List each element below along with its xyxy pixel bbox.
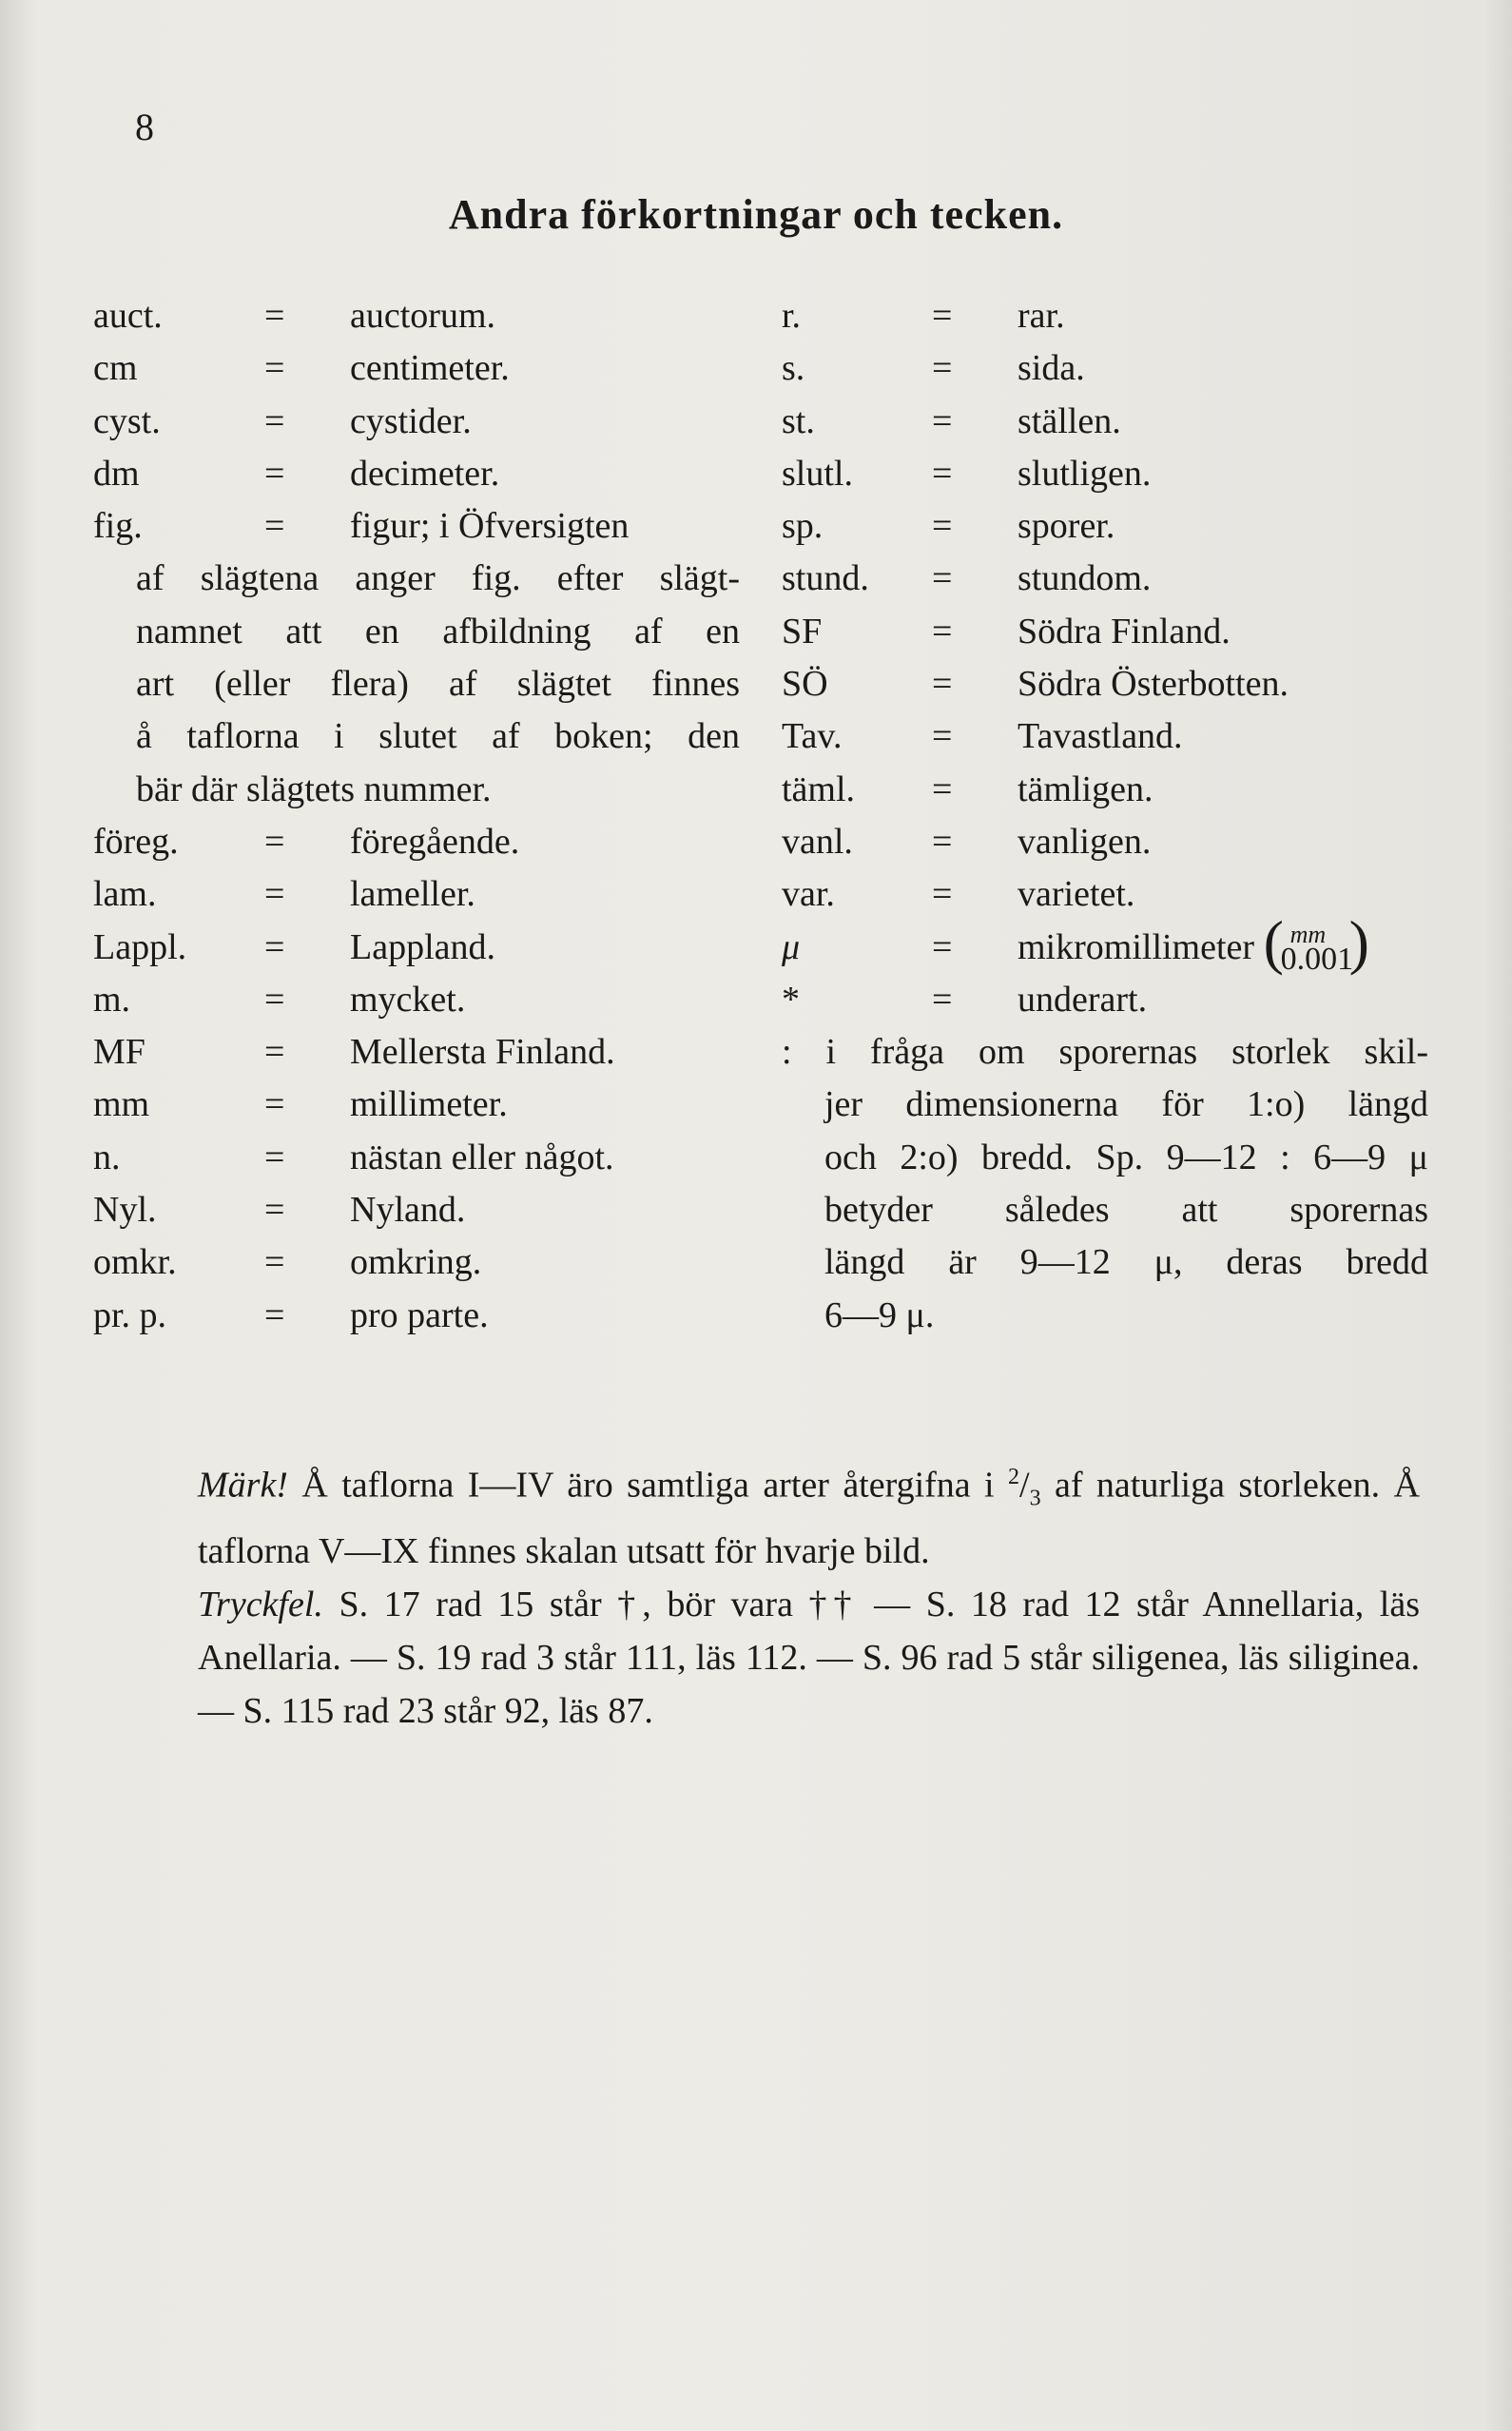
abbr-term: SÖ — [782, 664, 828, 705]
fraction-denominator: 3 — [1029, 1486, 1041, 1511]
abbr-continuation: å taflorna i slutet af boken; den — [136, 716, 740, 757]
abbr-row — [782, 500, 1428, 553]
abbr-term: s. — [782, 348, 805, 389]
abbr-meaning — [1018, 907, 1369, 977]
equals-sign: = — [932, 506, 953, 547]
equals-sign: = — [932, 716, 953, 757]
abbr-meaning: slutligen. — [1018, 453, 1152, 494]
abbr-term: Nyl. — [93, 1190, 157, 1231]
abbr-row — [93, 868, 740, 921]
equals-sign: = — [932, 296, 953, 336]
abbr-meaning: Nyland. — [350, 1190, 466, 1231]
abbr-meaning: decimeter. — [350, 453, 500, 494]
equals-sign: = — [264, 1242, 285, 1283]
abbr-meaning: nästan eller något. — [350, 1137, 614, 1177]
abbr-meaning: Tavastland. — [1018, 716, 1183, 757]
abbr-row — [93, 396, 740, 448]
abbr-term: Lappl. — [93, 926, 187, 967]
abbr-term: cm — [93, 348, 138, 389]
abbr-term: slutl. — [782, 453, 853, 494]
equals-sign: = — [932, 400, 953, 441]
abbr-term: dm — [93, 453, 140, 494]
equals-sign: = — [932, 821, 953, 862]
abbr-row — [782, 764, 1428, 816]
abbr-row — [782, 448, 1428, 500]
abbr-row — [93, 816, 740, 868]
abbr-row — [782, 710, 1428, 763]
abbr-row — [782, 816, 1428, 868]
abbr-meaning: Södra Österbotten. — [1018, 664, 1289, 705]
abbr-term: SF — [782, 611, 823, 652]
abbr-term: r. — [782, 296, 802, 336]
abbr-row — [782, 342, 1428, 395]
page-number: 8 — [135, 106, 154, 148]
mark-text-2: af naturliga storleken. Å taflorna V—IX finnes skalan utsatt för hvarje bild. — [198, 1465, 1421, 1572]
colon-explanation: : i fråga om sporernas storlek skil- — [782, 1032, 1428, 1073]
abbr-continuation: af slägtena anger fig. efter slägt- — [136, 558, 740, 599]
notes-section — [74, 1450, 1420, 1738]
abbr-row — [93, 1079, 740, 1131]
abbr-row — [782, 907, 1428, 977]
abbr-meaning: lameller. — [350, 874, 475, 915]
abbr-term: cyst. — [93, 400, 161, 441]
equals-sign: = — [264, 979, 285, 1020]
abbr-row — [782, 290, 1428, 342]
abbr-row — [782, 974, 1428, 1026]
abbr-term: μ — [782, 926, 801, 967]
abbr-meaning: centimeter. — [350, 348, 510, 389]
equals-sign: = — [264, 926, 285, 967]
errata-label: Tryckfel. — [198, 1585, 323, 1625]
equals-sign: = — [932, 979, 953, 1020]
equals-sign: = — [932, 611, 953, 652]
equals-sign: = — [264, 1137, 285, 1177]
abbr-meaning: Södra Finland. — [1018, 611, 1231, 652]
abbr-term: stund. — [782, 558, 869, 599]
abbr-continuation: betyder således att sporernas — [824, 1190, 1428, 1231]
abbreviations-left-column — [93, 290, 740, 1342]
abbr-term: Tav. — [782, 716, 843, 757]
equals-sign: = — [264, 1190, 285, 1231]
abbr-continuation: art (eller flera) af slägtet finnes — [136, 664, 740, 705]
abbr-meaning: auctorum. — [350, 296, 496, 336]
abbr-meaning: mycket. — [350, 979, 466, 1020]
abbr-meaning: vanligen. — [1018, 821, 1152, 862]
abbr-meaning: föregående. — [350, 821, 520, 862]
equals-sign: = — [932, 874, 953, 915]
abbr-term: m. — [93, 979, 131, 1020]
equals-sign: = — [264, 453, 285, 494]
abbr-term: mm — [93, 1084, 150, 1125]
abbr-meaning: tämligen. — [1018, 768, 1153, 809]
abbr-term: var. — [782, 874, 835, 915]
abbr-row — [93, 500, 740, 553]
equals-sign: = — [932, 768, 953, 809]
equals-sign: = — [264, 1294, 285, 1335]
errata-paragraph — [74, 1578, 1420, 1738]
abbr-meaning: sporer. — [1018, 506, 1115, 547]
abbr-continuation: 6—9 μ. — [824, 1294, 935, 1335]
equals-sign: = — [264, 821, 285, 862]
abbr-meaning: varietet. — [1018, 874, 1135, 915]
abbr-continuation: jer dimensionerna för 1:o) längd — [824, 1084, 1428, 1125]
equals-sign: = — [264, 296, 285, 336]
equals-sign: = — [932, 453, 953, 494]
abbr-term: n. — [93, 1137, 121, 1177]
equals-sign: = — [932, 664, 953, 705]
abbr-continuation: och 2:o) bredd. Sp. 9—12 : 6—9 μ — [824, 1137, 1428, 1177]
abbr-term: föreg. — [93, 821, 179, 862]
abbr-meaning: underart. — [1018, 979, 1148, 1020]
abbr-term: MF — [93, 1032, 145, 1073]
abbr-row — [93, 290, 740, 342]
abbr-row — [93, 1184, 740, 1236]
abbr-row — [93, 1236, 740, 1289]
abbr-meaning: omkring. — [350, 1242, 482, 1283]
fraction-numerator: 2 — [1008, 1465, 1020, 1489]
equals-sign: = — [264, 874, 285, 915]
abbr-row — [782, 396, 1428, 448]
equals-sign: = — [264, 400, 285, 441]
abbr-meaning: Mellersta Finland. — [350, 1032, 615, 1073]
abbr-meaning: stundom. — [1018, 558, 1152, 599]
equals-sign: = — [932, 926, 953, 967]
micro-label: mikromillimeter — [1018, 926, 1255, 967]
abbr-meaning: millimeter. — [350, 1084, 508, 1125]
abbr-row — [93, 448, 740, 500]
abbr-row — [782, 606, 1428, 658]
abbr-row — [93, 342, 740, 395]
abbr-term: pr. p. — [93, 1294, 167, 1335]
micro-fraction: ( mm 0.001 ) — [1264, 922, 1368, 974]
abbr-row — [782, 868, 1428, 921]
abbr-meaning: cystider. — [350, 400, 472, 441]
equals-sign: = — [264, 1084, 285, 1125]
abbr-term: vanl. — [782, 821, 853, 862]
abbr-meaning: figur; i Öfversigten — [350, 506, 630, 547]
page-title: Andra förkortningar och tecken. — [448, 191, 1064, 238]
abbr-term: omkr. — [93, 1242, 177, 1283]
abbr-continuation: namnet att en afbildning af en — [136, 611, 740, 652]
abbr-continuation: längd är 9—12 μ, deras bredd — [824, 1242, 1428, 1283]
abbr-term: lam. — [93, 874, 157, 915]
fraction-denominator: 0.001 — [1280, 941, 1354, 977]
abbr-term: fig. — [93, 506, 143, 547]
abbr-meaning: pro parte. — [350, 1294, 489, 1335]
abbr-row — [93, 922, 740, 974]
abbr-meaning: rar. — [1018, 296, 1065, 336]
abbr-row — [782, 553, 1428, 605]
abbr-term: täml. — [782, 768, 856, 809]
abbr-row — [93, 1290, 740, 1342]
abbr-meaning: ställen. — [1018, 400, 1121, 441]
abbr-meaning: Lappland. — [350, 926, 496, 967]
equals-sign: = — [264, 1032, 285, 1073]
errata-text: S. 17 rad 15 står †, bör vara †† — S. 18 rad 12 står Annellaria, läs Anellaria. — S. 19 rad 3 står 111, läs 112. — S. 96 rad 5 står siligenea, läs siliginea. — S. 115 rad 23 står 92, läs 87. — [198, 1585, 1420, 1732]
abbr-row — [93, 1026, 740, 1079]
equals-sign: = — [264, 506, 285, 547]
abbr-term: st. — [782, 400, 815, 441]
abbr-meaning: sida. — [1018, 348, 1085, 389]
mark-text-1: Å taflorna I—IV äro samtliga arter återgifna i — [301, 1465, 995, 1506]
abbr-term: auct. — [93, 296, 163, 336]
equals-sign: = — [932, 558, 953, 599]
abbr-row — [782, 658, 1428, 710]
abbr-continuation: bär där slägtets nummer. — [136, 768, 492, 809]
abbr-row — [93, 1132, 740, 1184]
abbr-term: * — [782, 979, 800, 1020]
mark-label: Märk! — [198, 1465, 288, 1506]
equals-sign: = — [932, 348, 953, 389]
fraction-numerator: mm — [1289, 920, 1327, 948]
equals-sign: = — [264, 348, 285, 389]
abbreviations-right-column — [782, 290, 1428, 1342]
abbr-row — [93, 974, 740, 1026]
abbr-term: sp. — [782, 506, 824, 547]
mark-paragraph: Märk! Å taflorna I—IV äro samtliga arter återgifna i $^2/_3$ af naturliga storleken. Å taflorna V—IX finnes skalan utsatt för hvarje bild. — [198, 1465, 1421, 1572]
